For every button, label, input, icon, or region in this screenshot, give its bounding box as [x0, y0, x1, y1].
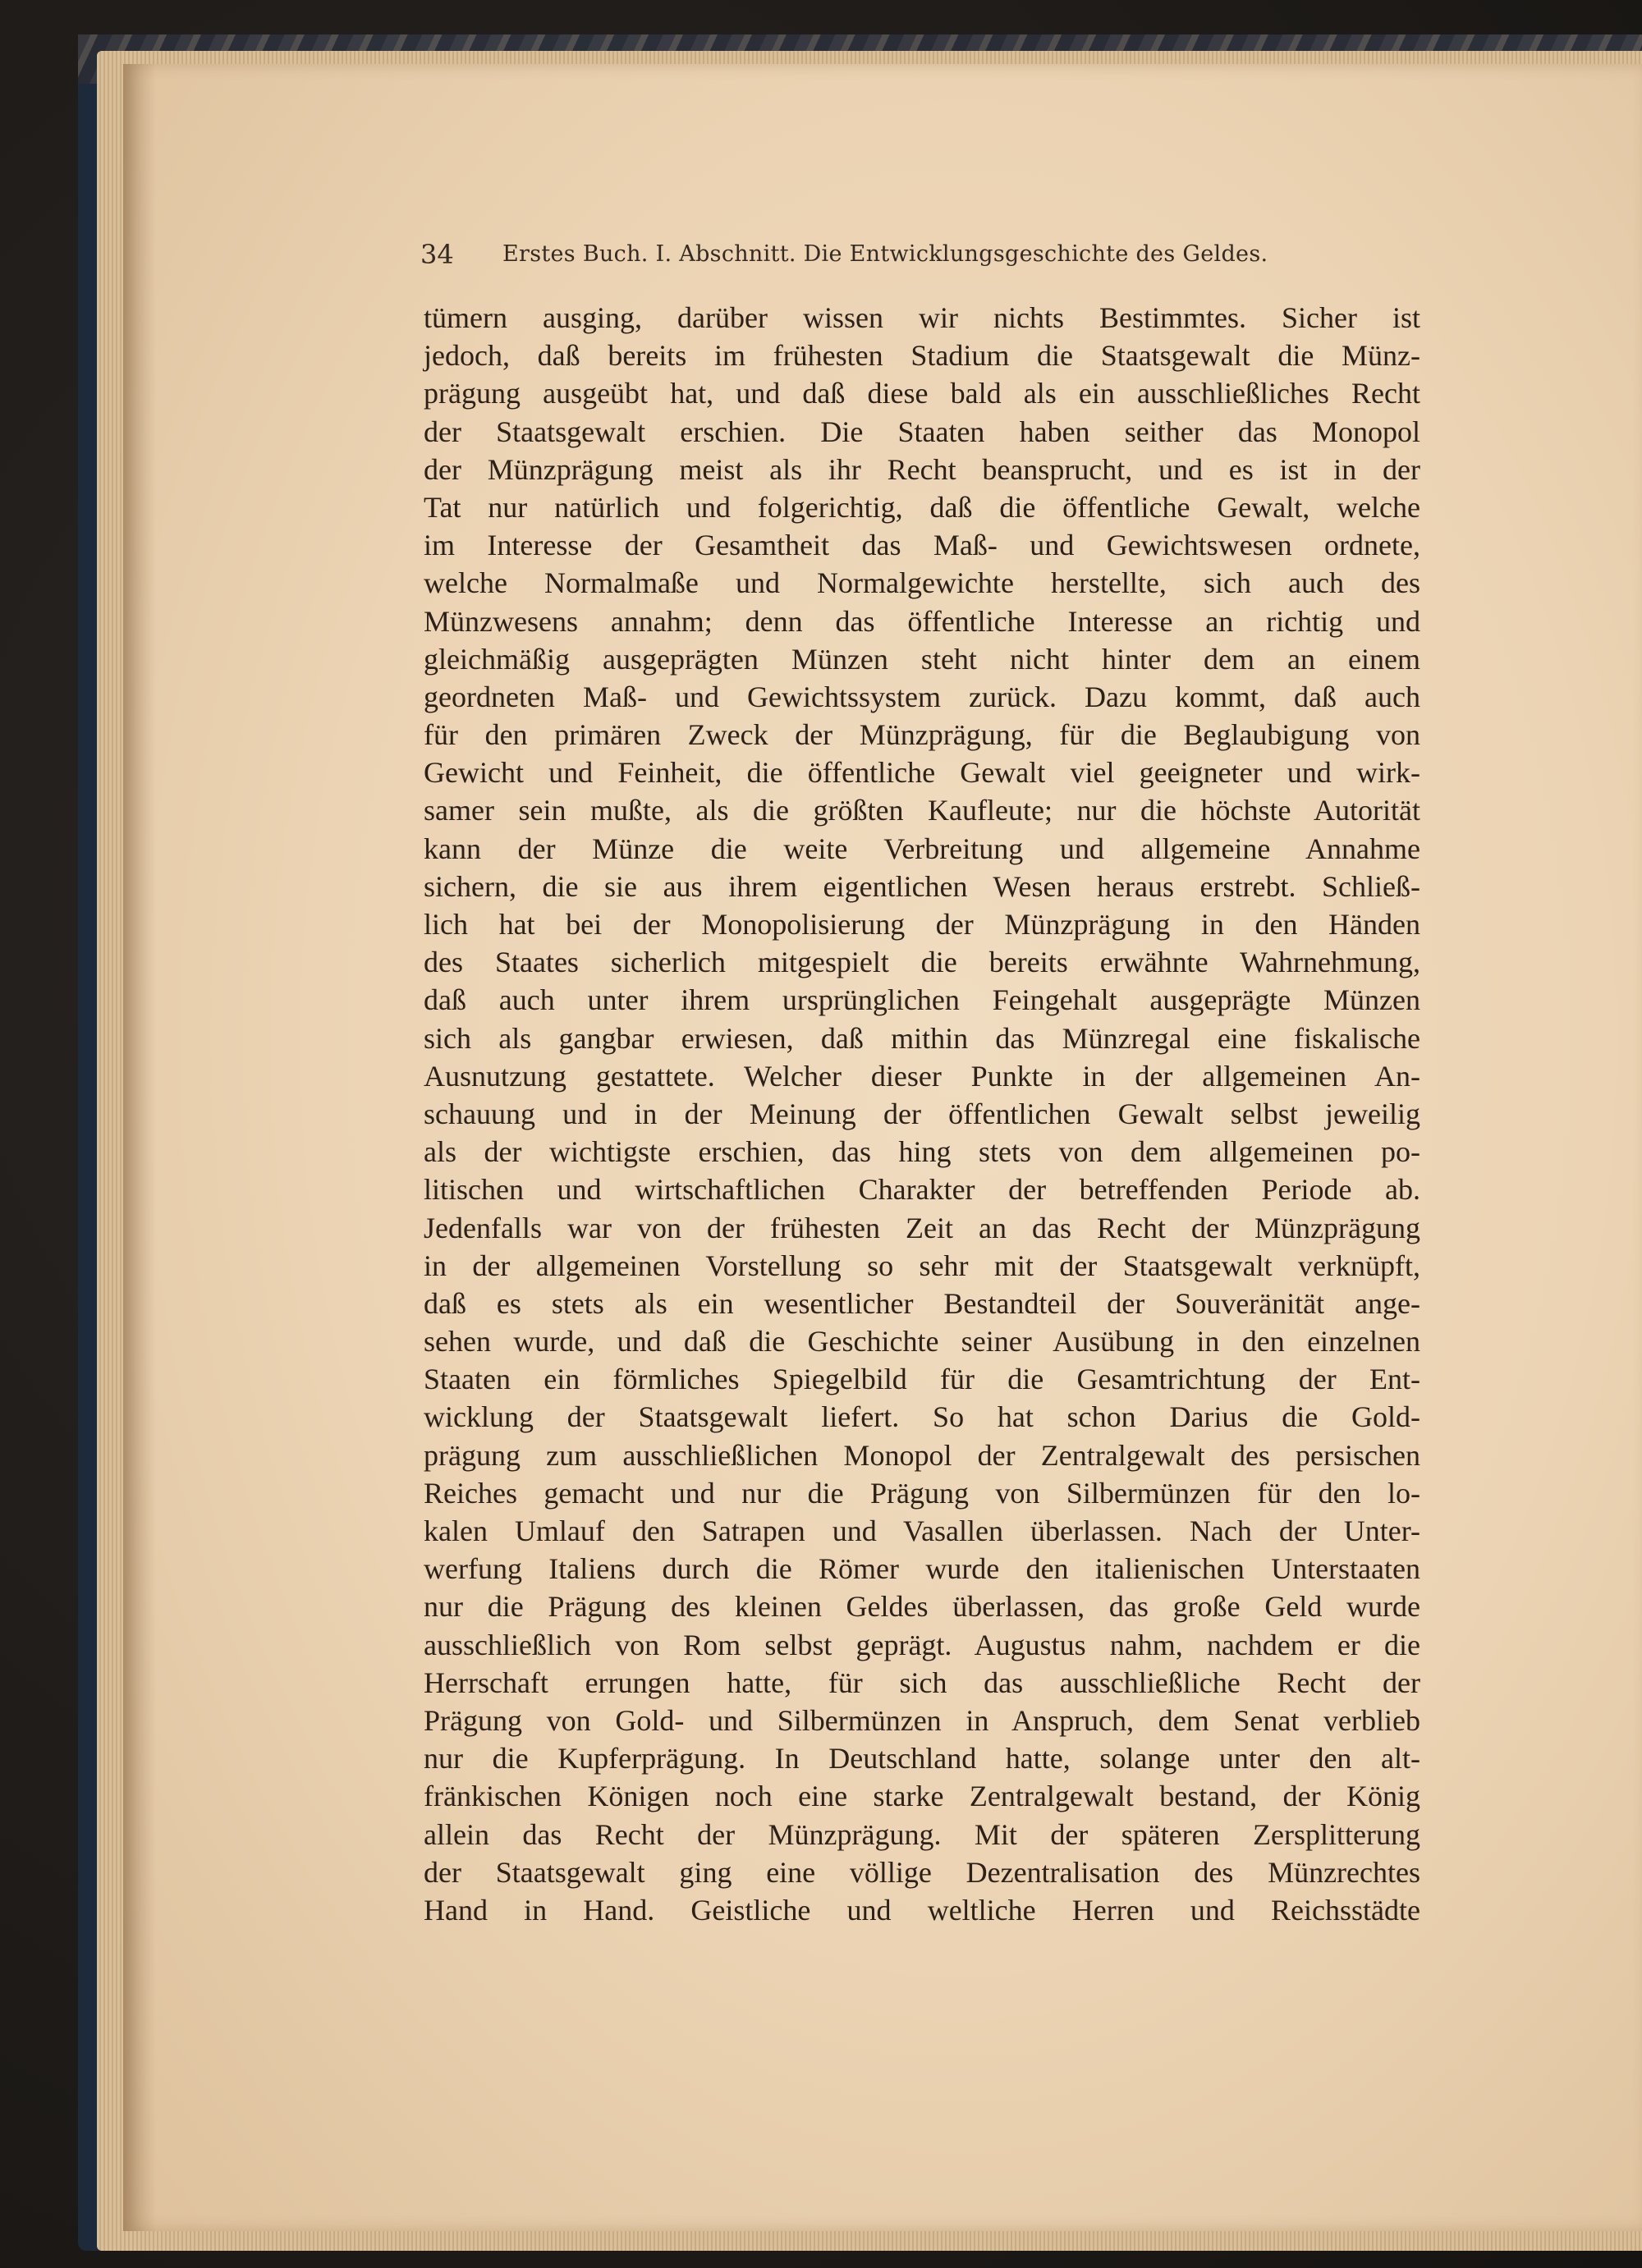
text-line: Herrschaft errungen hatte, für sich das ausschließliche Recht der	[424, 1665, 1420, 1699]
text-line: sichern, die sie aus ihrem eigentlichen Wesen heraus erstrebt. Schließ-	[424, 869, 1420, 903]
text-line: kalen Umlauf den Satrapen und Vasallen überlassen. Nach der Unter-	[424, 1514, 1420, 1547]
text-line: sehen wurde, und daß die Geschichte seiner Ausübung in den einzelnen	[424, 1325, 1420, 1359]
text-line: als der wichtigste erschien, das hing stets von dem allgemeinen po-	[424, 1135, 1420, 1169]
text-line: gleichmäßig ausgeprägten Münzen steht nicht hinter dem an einem	[424, 642, 1420, 676]
text-line: schauung und in der Meinung der öffentlichen Gewalt selbst jeweilig	[424, 1097, 1420, 1130]
text-line: werfung Italiens durch die Römer wurde den italienischen Unterstaaten	[424, 1552, 1420, 1586]
body-text	[424, 299, 1420, 1957]
text-line: Ausnutzung gestattete. Welcher dieser Punkte in der allgemeinen An-	[424, 1059, 1420, 1093]
running-head-title: Erstes Buch. I. Abschnitt. Die Entwicklungsgeschichte des Geldes.	[502, 241, 1268, 267]
text-line: tümern ausging, darüber wissen wir nichts Bestimmtes. Sicher ist	[424, 301, 1420, 334]
text-line: der Staatsgewalt erschien. Die Staaten haben seither das Monopol	[424, 415, 1420, 448]
gutter-shadow	[123, 64, 156, 2231]
text-line: der Münzprägung meist als ihr Recht beansprucht, und es ist in der	[424, 452, 1420, 486]
text-line: Reiches gemacht und nur die Prägung von Silbermünzen für den lo-	[424, 1476, 1420, 1510]
text-line: sich als gangbar erwiesen, daß mithin das Münzregal eine fiskalische	[424, 1021, 1420, 1055]
text-line: welche Normalmaße und Normalgewichte herstellte, sich auch des	[424, 566, 1420, 600]
text-line: wicklung der Staatsgewalt liefert. So hat schon Darius die Gold-	[424, 1400, 1420, 1434]
text-line: samer sein mußte, als die größten Kaufleute; nur die höchste Autorität	[424, 794, 1420, 827]
text-line: Jedenfalls war von der frühesten Zeit an das Recht der Münzprägung	[424, 1211, 1420, 1244]
text-line: Gewicht und Feinheit, die öffentliche Gewalt viel geeigneter und wirk-	[424, 756, 1420, 790]
text-line: prägung zum ausschließlichen Monopol der Zentralgewalt des persischen	[424, 1438, 1420, 1472]
page-number: 34	[420, 239, 454, 270]
text-line: allein das Recht der Münzprägung. Mit der späteren Zersplitterung	[424, 1817, 1420, 1851]
text-line: im Interesse der Gesamtheit das Maß- und Gewichtswesen ordnete,	[424, 529, 1420, 562]
text-line: ausschließlich von Rom selbst geprägt. Augustus nahm, nachdem er die	[424, 1628, 1420, 1661]
text-line: Prägung von Gold- und Silbermünzen in Anspruch, dem Senat verblieb	[424, 1703, 1420, 1737]
text-line: nur die Prägung des kleinen Geldes überlassen, das große Geld wurde	[424, 1590, 1420, 1624]
text-line: nur die Kupferprägung. In Deutschland hatte, solange unter den alt-	[424, 1742, 1420, 1775]
text-line: fränkischen Königen noch eine starke Zentralgewalt bestand, der König	[424, 1780, 1420, 1813]
text-line: Hand in Hand. Geistliche und weltliche Herren und Reichsstädte	[424, 1893, 1420, 1927]
text-line: daß es stets als ein wesentlicher Bestandteil der Souveränität ange-	[424, 1286, 1420, 1320]
text-line: Staaten ein förmliches Spiegelbild für die Gesamtrichtung der Ent-	[424, 1363, 1420, 1396]
text-line: in der allgemeinen Vorstellung so sehr mit der Staatsgewalt verknüpft,	[424, 1249, 1420, 1282]
text-line: für den primären Zweck der Münzprägung, für die Beglaubigung von	[424, 718, 1420, 752]
text-line: der Staatsgewalt ging eine völlige Dezentralisation des Münzrechtes	[424, 1855, 1420, 1889]
text-line: Tat nur natürlich und folgerichtig, daß die öffentliche Gewalt, welche	[424, 490, 1420, 524]
running-head	[0, 239, 1642, 275]
text-line: jedoch, daß bereits im frühesten Stadium die Staatsgewalt die Münz-	[424, 339, 1420, 373]
text-line: des Staates sicherlich mitgespielt die bereits erwähnte Wahrnehmung,	[424, 946, 1420, 979]
text-line: prägung ausgeübt hat, und daß diese bald als ein ausschließliches Recht	[424, 377, 1420, 410]
text-line: Münzwesens annahm; denn das öffentliche Interesse an richtig und	[424, 604, 1420, 638]
text-line: kann der Münze die weite Verbreitung und allgemeine Annahme	[424, 832, 1420, 865]
text-line: geordneten Maß- und Gewichtssystem zurück. Dazu kommt, daß auch	[424, 680, 1420, 713]
text-line: daß auch unter ihrem ursprünglichen Feingehalt ausgeprägte Münzen	[424, 983, 1420, 1017]
text-line: lich hat bei der Monopolisierung der Münzprägung in den Händen	[424, 908, 1420, 941]
text-line: litischen und wirtschaftlichen Charakter der betreffenden Periode ab.	[424, 1173, 1420, 1207]
